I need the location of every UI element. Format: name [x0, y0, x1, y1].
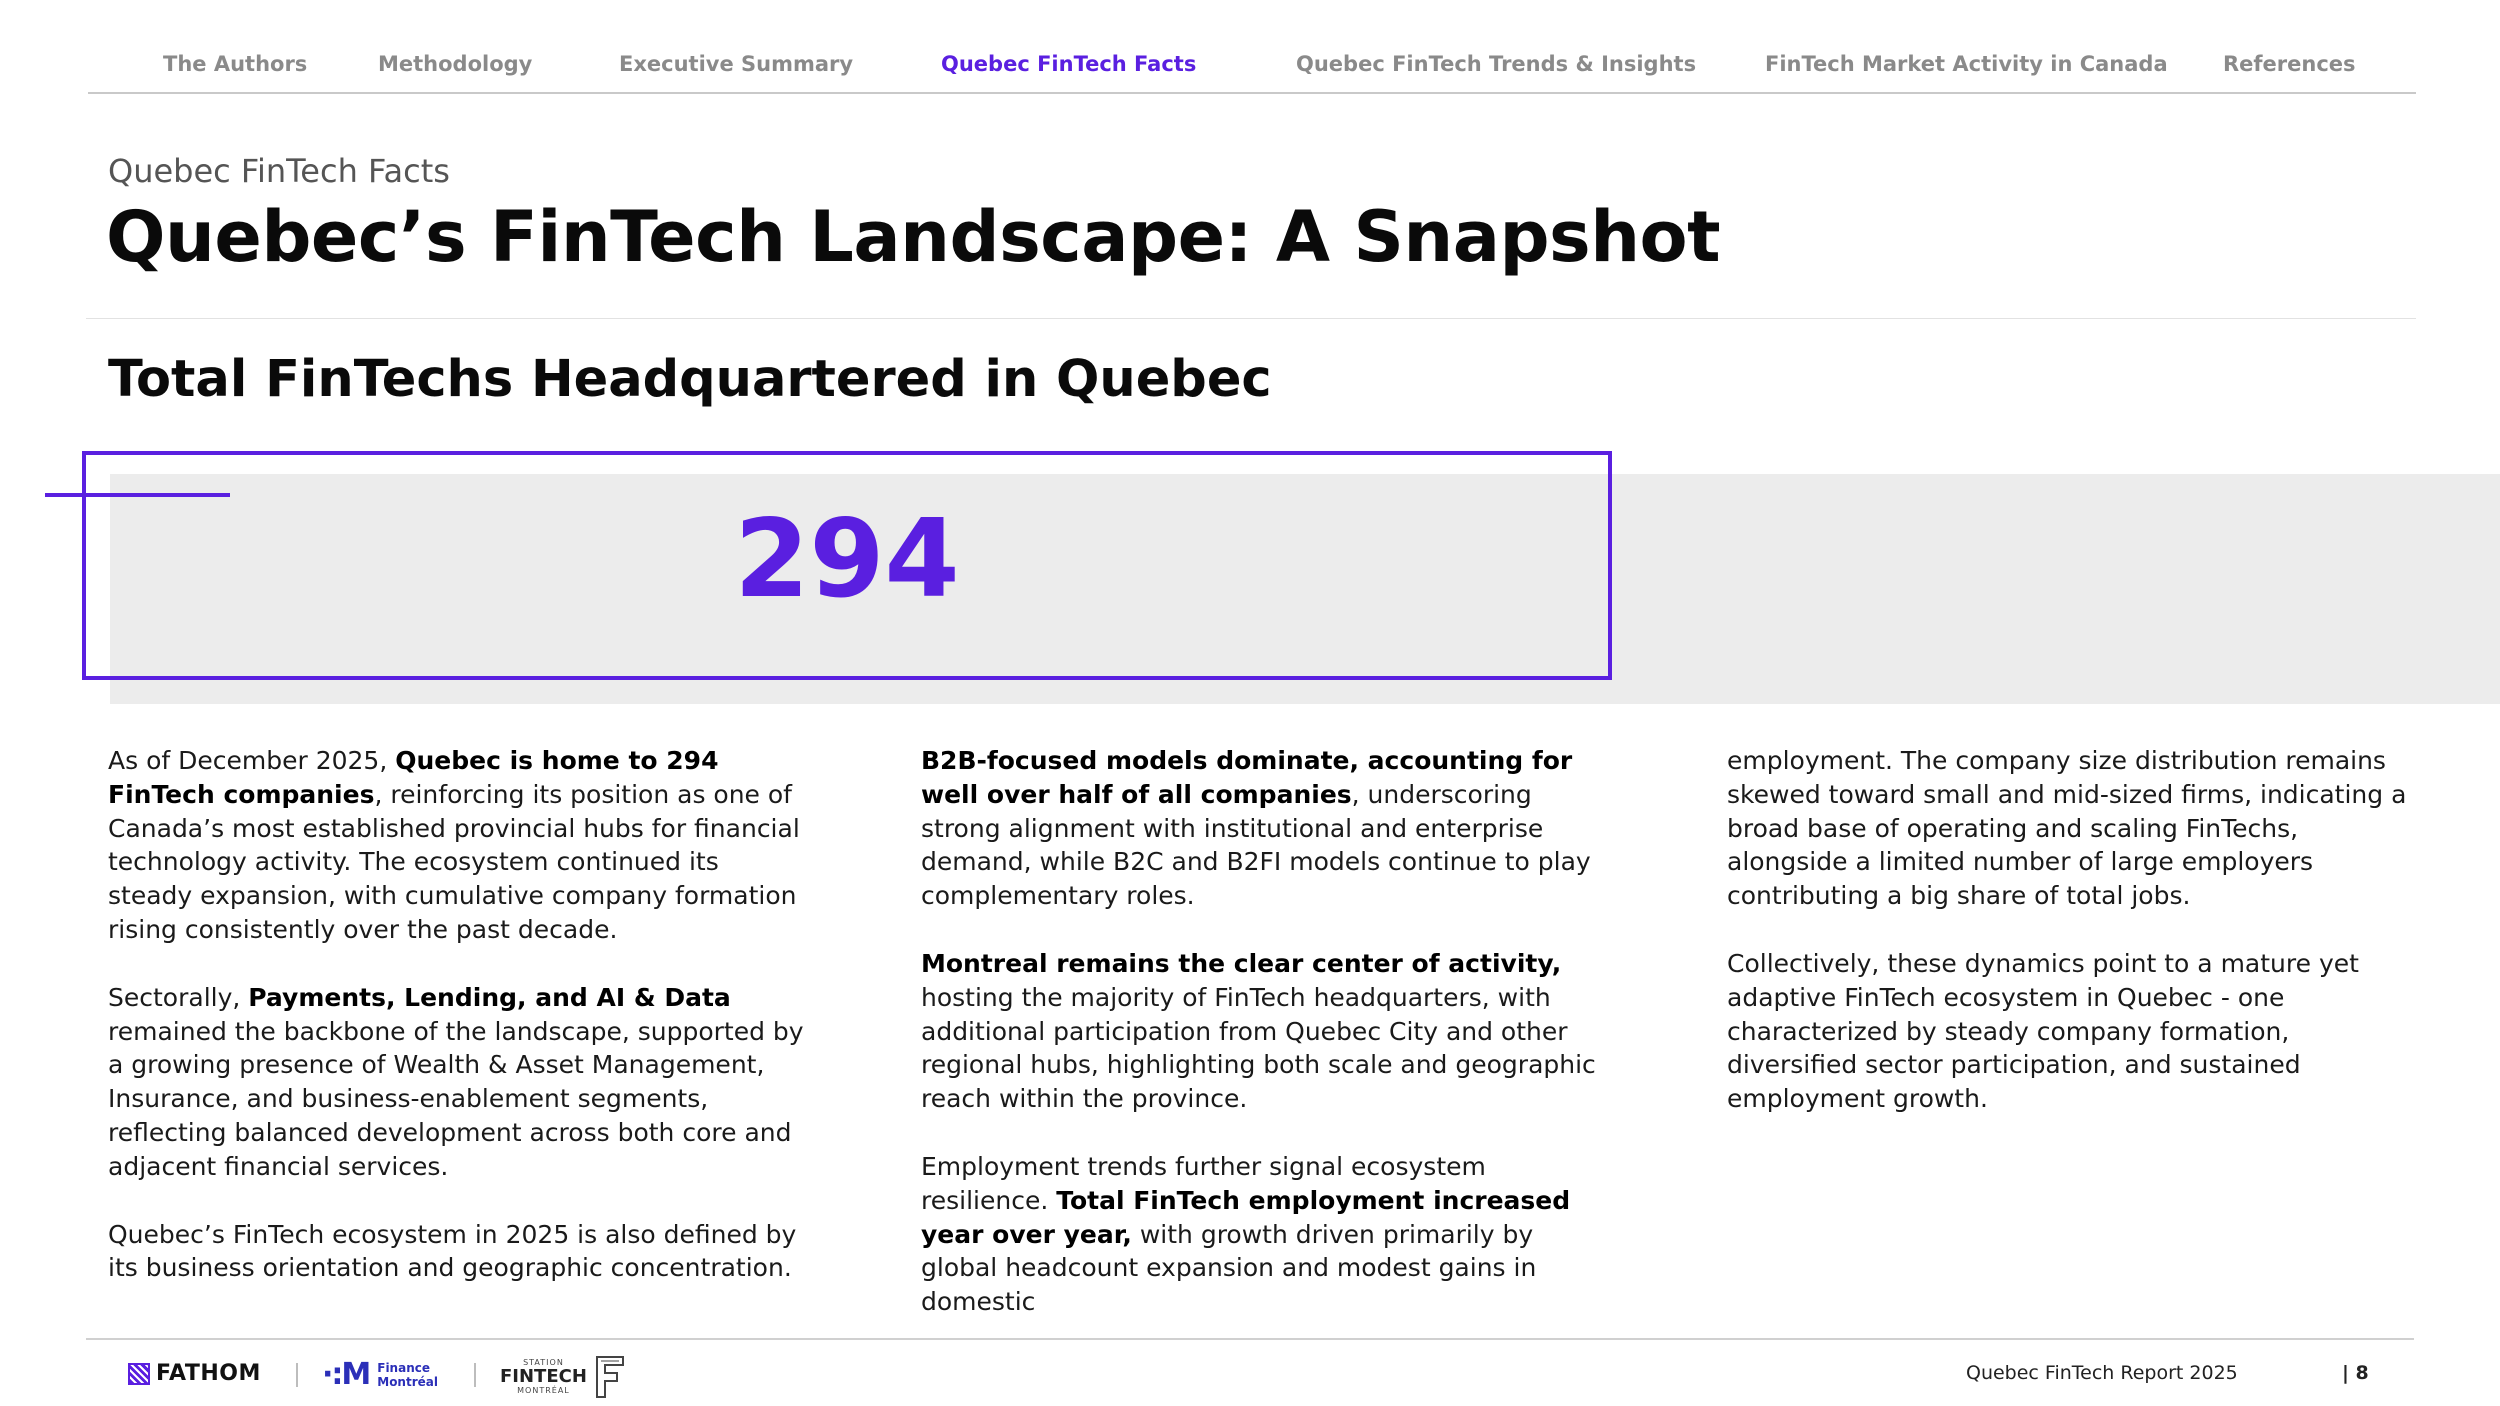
paragraph — [921, 947, 1611, 1116]
footer-report-name: Quebec FinTech Report 2025 — [1966, 1362, 2238, 1384]
nav-tab-quebec-fintech-facts[interactable]: Quebec FinTech Facts — [941, 52, 1197, 76]
station-fintech-main: FINTECH — [500, 1366, 587, 1387]
paragraph-emphasis: B2B-focused models dominate, accounting for well over half of all companies — [921, 746, 1573, 809]
paragraph — [921, 744, 1611, 913]
paragraph — [1727, 947, 2417, 1116]
nav-tab-methodology[interactable]: Methodology — [378, 52, 533, 76]
paragraph — [1727, 744, 2417, 913]
finance-montreal-mark-icon: ·:M — [322, 1357, 370, 1392]
paragraph-emphasis: Quebec is home to 294 FinTech companies — [108, 746, 719, 809]
paragraph — [108, 1218, 808, 1286]
finance-montreal-wordmark — [377, 1361, 438, 1389]
body-column-3 — [1727, 744, 2417, 1150]
station-fintech-top: STATION — [523, 1358, 564, 1367]
station-fintech-bottom: MONTRÉAL — [517, 1386, 570, 1395]
paragraph-emphasis: Total FinTech employment increased year over year, — [921, 1185, 1571, 1249]
nav-tab-quebec-fintech-trends[interactable]: Quebec FinTech Trends & Insights — [1296, 52, 1697, 76]
station-fintech-logo — [500, 1353, 627, 1401]
fathom-wordmark: FATHOM — [156, 1361, 261, 1386]
paragraph-text: , underscoring strong alignment with institutional and enterprise demand, while B2C and B2FI models continue to play complementary roles. — [921, 779, 1591, 911]
fathom-logo — [128, 1361, 261, 1386]
finance-montreal-line1: Finance — [377, 1360, 430, 1375]
paragraph-emphasis: Montreal remains the clear center of activity, — [921, 948, 1562, 978]
paragraph-text: Sectorally, — [108, 982, 249, 1012]
logo-separator — [474, 1363, 476, 1387]
title-divider — [86, 318, 2416, 319]
body-column-1 — [108, 744, 808, 1319]
paragraph — [108, 981, 808, 1184]
paragraph-text: As of December 2025, — [108, 746, 396, 775]
finance-montreal-logo — [322, 1357, 438, 1392]
footer-page-number: | 8 — [2342, 1362, 2369, 1384]
paragraph-text: remained the backbone of the landscape, supported by a growing presence of Wealth & Asset Management, Insurance, and business-enablement segments, reflecting balanced development across both core and adjacent financial services. — [108, 1016, 804, 1181]
nav-tab-the-authors[interactable]: The Authors — [163, 52, 308, 76]
paragraph-text: hosting the majority of FinTech headquarters, with additional participation from Quebec City and other regional hubs, highlighting both scale and geographic reach within the province. — [921, 982, 1596, 1114]
stat-value-total-fintechs: 294 — [734, 497, 960, 622]
top-navigation — [88, 0, 2416, 94]
page-title: Quebec’s FinTech Landscape: A Snapshot — [106, 196, 1721, 278]
paragraph-text: Quebec’s FinTech ecosystem in 2025 is also defined by its business orientation and geographic concentration. — [108, 1219, 797, 1283]
paragraph-text: , reinforcing its position as one of Canada’s most established provincial hubs for financial technology activity. The ecosystem continued its steady expansion, with cumulative company formation rising consistently over the past decade. — [108, 779, 800, 944]
paragraph-text: Collectively, these dynamics point to a mature yet adaptive FinTech ecosystem in Quebec - one characterized by steady company formation, diversified sector participation, and sustained employment growth. — [1727, 948, 2359, 1114]
fathom-mark-icon — [128, 1363, 150, 1385]
paragraph-emphasis: Payments, Lending, and AI & Data — [248, 982, 731, 1012]
nav-tab-executive-summary[interactable]: Executive Summary — [619, 52, 854, 76]
finance-montreal-line2: Montréal — [377, 1374, 438, 1389]
station-fintech-f-icon — [593, 1353, 627, 1401]
logo-separator — [296, 1363, 298, 1387]
station-fintech-wordmark — [500, 1358, 587, 1396]
body-column-2 — [921, 744, 1611, 1353]
paragraph-text: with growth driven primarily by global headcount expansion and modest gains in domestic — [921, 1219, 1537, 1317]
stat-heading: Total FinTechs Headquartered in Quebec — [108, 350, 1272, 409]
paragraph — [108, 744, 808, 947]
footer-divider — [86, 1338, 2414, 1340]
paragraph-text: employment. The company size distribution remains skewed toward small and mid-sized firms, indicating a broad base of operating and scaling FinTechs, alongside a limited number of large employers contributing a big share of total jobs. — [1727, 746, 2407, 911]
nav-tab-fintech-market-activity[interactable]: FinTech Market Activity in Canada — [1765, 52, 2168, 76]
paragraph-text: Employment trends further signal ecosystem resilience. — [921, 1151, 1486, 1215]
paragraph — [921, 1150, 1611, 1319]
section-label: Quebec FinTech Facts — [108, 152, 450, 190]
nav-tab-references[interactable]: References — [2223, 52, 2356, 76]
